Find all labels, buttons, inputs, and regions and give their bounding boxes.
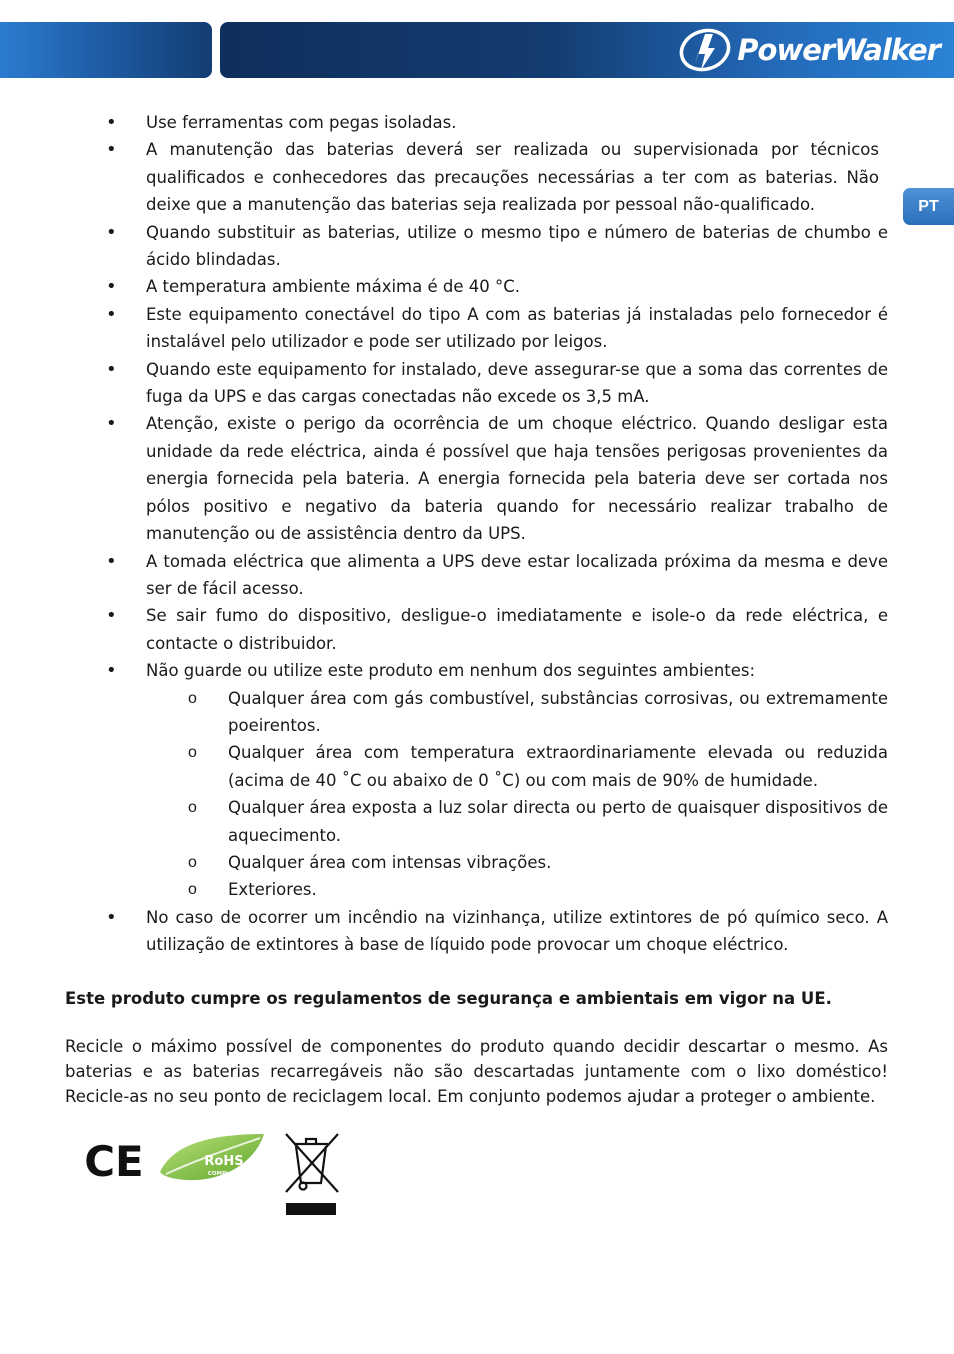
rohs-leaf-icon [156, 1130, 268, 1184]
sub-item-text: Qualquer área exposta a luz solar directa ou perto de quaisquer dispositivos de aquecimento. [228, 798, 888, 845]
sub-item-text: Qualquer área com temperatura extraordinariamente elevada ou reduzida (acima de 40 ˚C ou abaixo de 0 ˚C) ou com mais de 90% de humidade. [228, 743, 888, 790]
list-item [146, 602, 888, 657]
bullet-text: A temperatura ambiente máxima é de 40 °C. [146, 277, 521, 297]
list-item [146, 219, 888, 274]
safety-bullet-list [0, 109, 954, 959]
bullet-text: A tomada eléctrica que alimenta a UPS deve estar localizada próxima da mesma e deve ser de fácil acesso. [146, 551, 888, 598]
bullet-text: Este equipamento conectável do tipo A com as baterias já instaladas pelo fornecedor é instalável pelo utilizador e pode ser utilizado por leigos. [146, 304, 888, 352]
list-item [146, 904, 888, 959]
bullet-text: Atenção, existe o perigo da ocorrência de um choque eléctrico. Quando desligar esta unidade da rede eléctrica, ainda é possível que haja tensões perigosas provenientes da energia fornecida pela bateria. A energia fornecida pela bateria deve ser cortada nos pólos positivo e negativo da bateria quando for necessário realizar trabalho de manutenção ou de assistência dentro da UPS. [146, 414, 888, 544]
environment-sublist [146, 685, 888, 904]
list-item [146, 657, 888, 904]
header-band-left [0, 22, 212, 78]
list-item [146, 548, 888, 603]
list-item [146, 136, 879, 218]
language-tab-pt: PT [903, 188, 954, 225]
power-swoosh-icon [675, 26, 733, 74]
bullet-text: A manutenção das baterias deverá ser realizada ou supervisionada por técnicos qualificados e conhecedores das precauções necessárias a ter com as baterias. Não deixe que a manutenção das baterias seja realizada por pessoal não-qualificado. [146, 140, 879, 215]
list-item [228, 876, 888, 903]
bullet-text: Se sair fumo do dispositivo, desligue-o imediatamente e isole-o da rede eléctrica, e contacte o distribuidor. [146, 606, 888, 653]
list-item [146, 301, 888, 356]
sub-item-text: Qualquer área com intensas vibrações. [228, 852, 552, 872]
sub-item-text: Qualquer área com gás combustível, substâncias corrosivas, ou extremamente poeirentos. [228, 688, 888, 735]
safety-instructions [0, 109, 954, 959]
bullet-text: Use ferramentas com pegas isoladas. [146, 113, 457, 132]
ce-mark-icon [84, 1138, 144, 1182]
compliance-statement: Este produto cumpre os regulamentos de segurança e ambientais em vigor na UE. [65, 989, 832, 1008]
list-item [146, 356, 888, 411]
bullet-text: Quando substituir as baterias, utilize o mesmo tipo e número de baterias de chumbo e ácido blindadas. [146, 222, 888, 270]
list-item [146, 109, 888, 136]
rohs-text: RoHS [204, 1154, 244, 1169]
list-item [228, 685, 888, 740]
ce-mark-text: CE [84, 1138, 144, 1182]
list-item [146, 273, 888, 300]
bullet-text: Não guarde ou utilize este produto em nenhum dos seguintes ambientes: [146, 661, 756, 681]
bullet-text: No caso de ocorrer um incêndio na vizinhança, utilize extintores de pó químico seco. A utilização de extintores à base de líquido pode provocar um choque eléctrico. [146, 907, 888, 955]
sub-item-text: Exteriores. [228, 880, 317, 900]
list-item [146, 410, 888, 547]
recycling-note: Recicle o máximo possível de componentes do produto quando decidir descartar o mesmo. As baterias e as baterias recarregáveis não são descartadas juntamente com o lixo doméstico! Recicle-as no seu ponto de reciclagem local. Em conjunto podemos ajudar a proteger o ambiente. [65, 1037, 888, 1106]
bullet-text: Quando este equipamento for instalado, deve assegurar-se que a soma das correntes de fuga da UPS e das cargas conectadas não excede os 3,5 mA. [146, 359, 888, 407]
brand-name: PowerWalker [737, 33, 940, 67]
brand-logo [675, 26, 940, 74]
weee-crossed-bin-icon [280, 1128, 342, 1218]
list-item [228, 739, 888, 794]
list-item [228, 794, 888, 849]
list-item [228, 849, 888, 876]
rohs-subtext: COMPLIANT [207, 1171, 245, 1177]
